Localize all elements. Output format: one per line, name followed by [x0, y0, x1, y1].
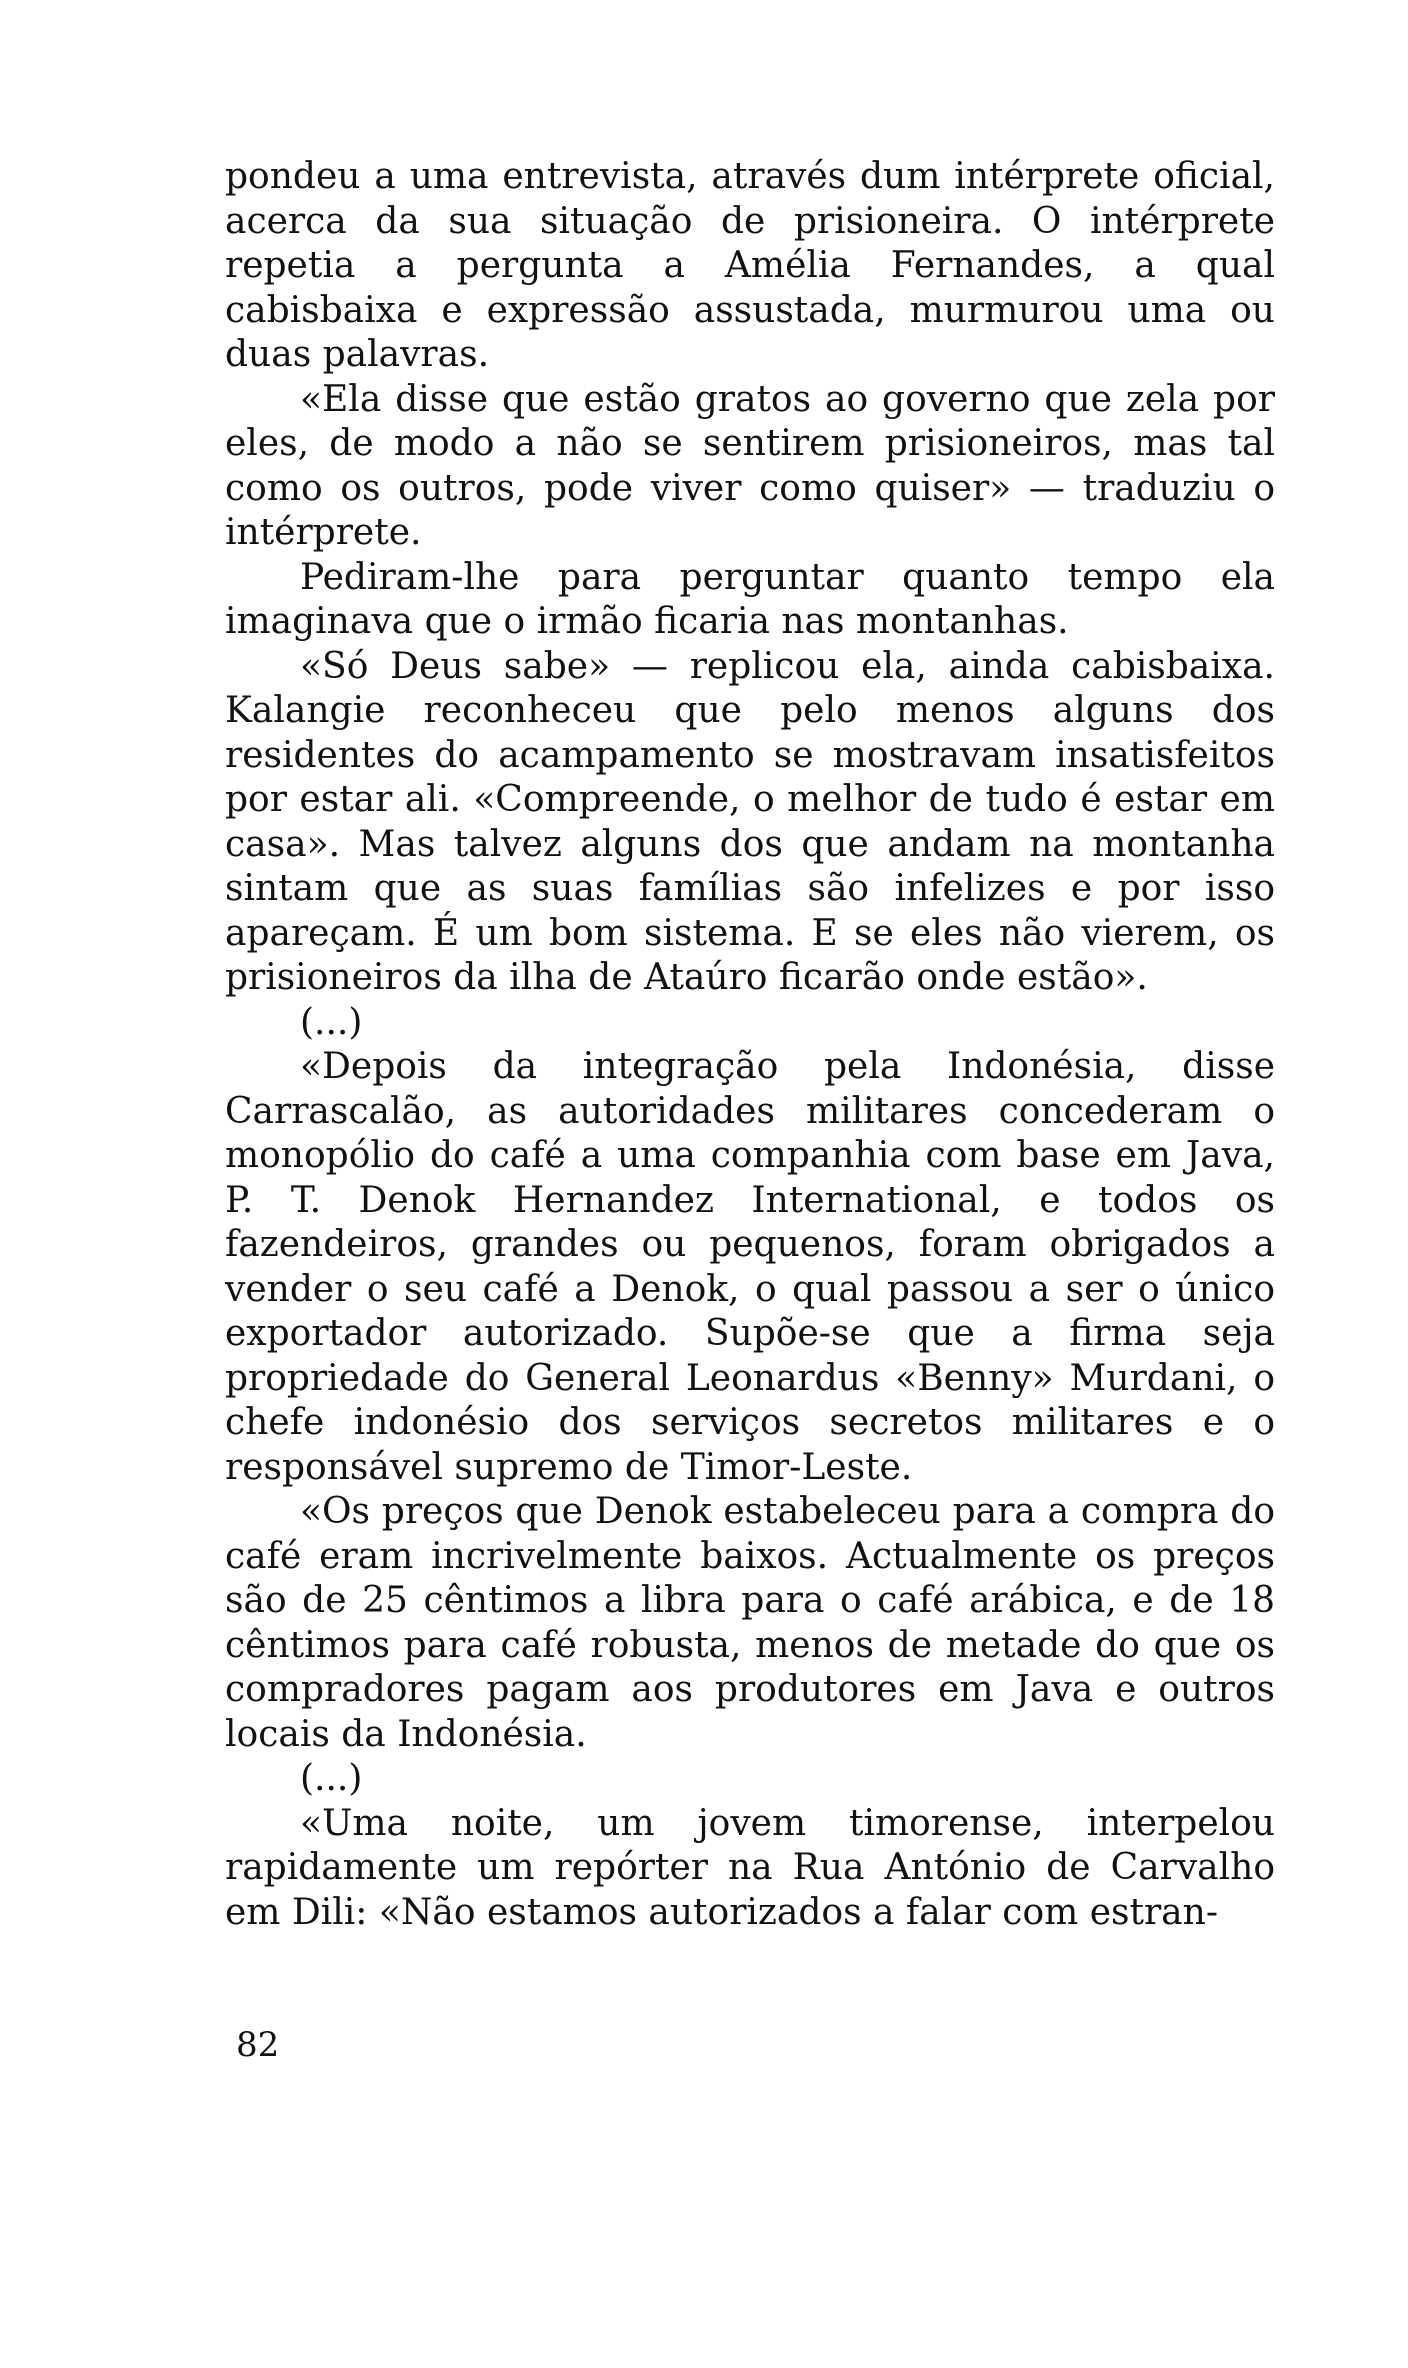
paragraph: «Depois da integração pela Indonésia, disse Carrascalão, as autoridades militares concederam o monopólio do café a uma companhia com base em Java, P. T. Denok Hernandez International, e todos os fazendeiros, grandes ou pequenos, foram obrigados a vender o seu café a Denok, o qual passou a ser o único exportador autorizado. Supõe-se que a firma seja propriedade do General Leonardus «Benny» Murdani, o chefe indonésio dos serviços secretos militares e o responsável supremo de Timor-Leste.: [225, 1046, 1275, 1488]
paragraph: «Ela disse que estão gratos ao governo que zela por eles, de modo a não se sentirem prisioneiros, mas tal como os outros, pode viver como quiser» — traduziu o intérprete.: [225, 378, 1275, 553]
paragraph: pondeu a uma entrevista, através dum intérprete oficial, acerca da sua situação de prisioneira. O intérprete repetia a pergunta a Amélia Fernandes, a qual cabisbaixa e expressão assustada, murmurou uma ou duas palavras.: [225, 156, 1275, 375]
paragraph: Pediram-lhe para perguntar quanto tempo ela imaginava que o irmão ficaria nas montanhas.: [225, 556, 1275, 642]
paragraph: «Os preços que Denok estabeleceu para a compra do café eram incrivelmente baixos. Actualmente os preços são de 25 cêntimos a libra para o café arábica, e de 18 cêntimos para café robusta, menos de metade do que os compradores pagam aos produtores em Java e outros locais da Indonésia.: [225, 1491, 1275, 1755]
body-text: [225, 155, 1275, 1935]
page-number: 82: [236, 2025, 280, 2065]
ellipsis-paragraph: (...): [300, 1001, 363, 1043]
paragraph: «Uma noite, um jovem timorense, interpelou rapidamente um repórter na Rua António de Carvalho em Dili: «Não estamos autorizados a falar com estran-: [225, 1802, 1275, 1933]
paragraph: «Só Deus sabe» — replicou ela, ainda cabisbaixa. Kalangie reconheceu que pelo menos alguns dos residentes do acampamento se mostravam insatisfeitos por estar ali. «Compreende, o melhor de tudo é estar em casa». Mas talvez alguns dos que andam na montanha sintam que as suas famílias são infelizes e por isso apareçam. É um bom sistema. E se eles não vierem, os prisioneiros da ilha de Ataúro ficarão onde estão».: [225, 645, 1275, 998]
ellipsis-paragraph: (...): [300, 1758, 363, 1799]
